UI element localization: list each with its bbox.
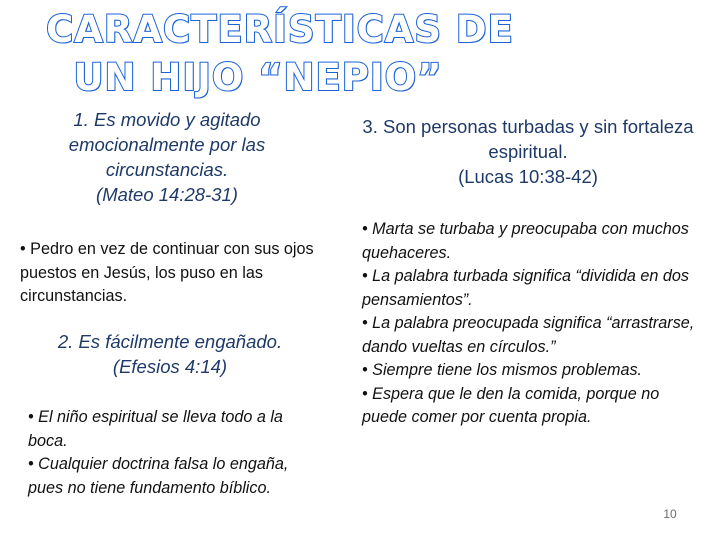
point-2-reference: (Efesios 4:14) [112, 356, 228, 377]
slide-title-line-1: CARACTERÍSTICAS DE [46, 8, 514, 51]
point-3-heading [358, 114, 698, 189]
point-2-bullet: • El niño espiritual se lleva todo a la boca. [28, 408, 283, 450]
point-3-bullet: • Espera que le den la comida, porque no puede comer por cuenta propia. [362, 384, 660, 426]
point-1-reference: (Mateo 14:28-31) [96, 184, 238, 205]
point-2-body [28, 406, 326, 500]
point-1-body [20, 238, 325, 309]
point-3-bullet: • La palabra preocupada significa “arrastrarse, dando vueltas en círculos.” [362, 314, 695, 356]
point-2-heading-text: 2. Es fácilmente engañado. [57, 331, 283, 352]
slide-title-line-2: UN HIJO “NEPIO” [73, 56, 443, 99]
point-3-body [362, 218, 702, 430]
point-1-heading-text: 1. Es movido y agitado emocionalmente por las circunstancias. [68, 109, 266, 180]
point-2-bullet: • Cualquier doctrina falsa lo engaña, pues no tiene fundamento bíblico. [28, 455, 289, 497]
point-3-heading-text: 3. Son personas turbadas y sin fortaleza espiritual. [362, 116, 694, 162]
point-3-bullet: • Marta se turbaba y preocupaba con muchos quehaceres. [362, 220, 689, 262]
point-3-bullet: • Siempre tiene los mismos problemas. [362, 361, 643, 379]
point-2-heading [20, 329, 320, 379]
point-3-bullet: • La palabra turbada significa “dividida en dos pensamientos”. [362, 267, 689, 309]
point-1-bullet: • Pedro en vez de continuar con sus ojos puestos en Jesús, los puso en las circunstancias. [20, 240, 314, 305]
point-3-reference: (Lucas 10:38-42) [458, 166, 598, 187]
slide-number: 10 [663, 507, 677, 521]
point-1-heading [18, 107, 316, 207]
